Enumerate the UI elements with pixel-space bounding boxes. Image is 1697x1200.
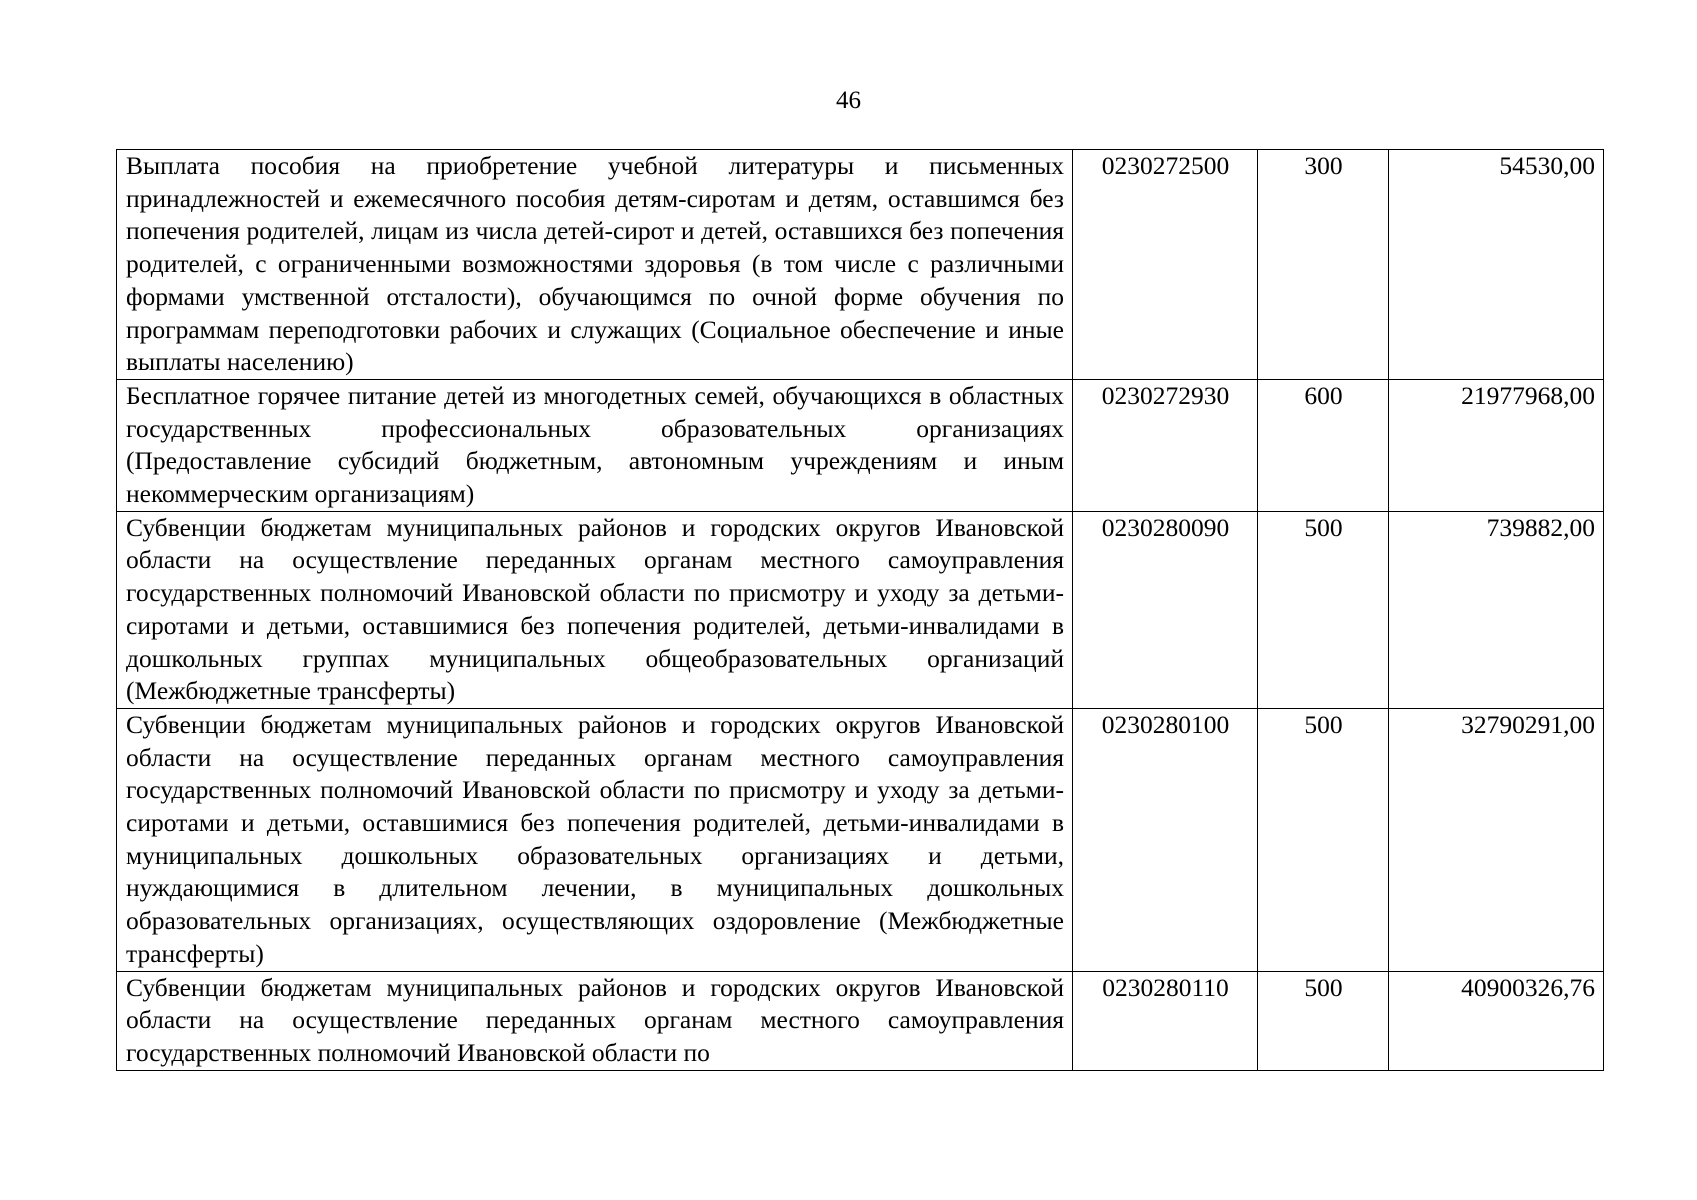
budget-table xyxy=(116,149,1604,1071)
table-row xyxy=(117,379,1604,511)
page-number: 46 xyxy=(836,87,861,114)
row-target-code: 0230272500 xyxy=(1073,150,1258,380)
row-target-code: 0230280090 xyxy=(1073,511,1258,708)
row-description: Субвенции бюджетам муниципальных районов и городских округов Ивановской области на осуществление переданных органам местного самоуправления государственных полномочий Ивановской области по xyxy=(117,971,1073,1070)
row-amount: 21977968,00 xyxy=(1389,379,1604,511)
row-expense-type: 300 xyxy=(1258,150,1389,380)
row-target-code: 0230272930 xyxy=(1073,379,1258,511)
row-amount: 739882,00 xyxy=(1389,511,1604,708)
row-amount: 40900326,76 xyxy=(1389,971,1604,1070)
row-expense-type: 600 xyxy=(1258,379,1389,511)
table-row xyxy=(117,971,1604,1070)
row-expense-type: 500 xyxy=(1258,511,1389,708)
row-target-code: 0230280100 xyxy=(1073,708,1258,971)
row-description: Субвенции бюджетам муниципальных районов и городских округов Ивановской области на осуществление переданных органам местного самоуправления государственных полномочий Ивановской области по присмотру и уходу за детьми-сиротами и детьми, оставшимися без попечения родителей, детьми-инвалидами в дошкольных группах муниципальных общеобразовательных организаций (Межбюджетные трансферты) xyxy=(117,511,1073,708)
table-row xyxy=(117,708,1604,971)
table-row xyxy=(117,150,1604,380)
row-amount: 32790291,00 xyxy=(1389,708,1604,971)
row-target-code: 0230280110 xyxy=(1073,971,1258,1070)
row-expense-type: 500 xyxy=(1258,708,1389,971)
row-description: Выплата пособия на приобретение учебной литературы и письменных принадлежностей и ежемесячного пособия детям-сиротам и детям, оставшимся без попечения родителей, лицам из числа детей-сирот и детей, оставшихся без попечения родителей, с ограниченными возможностями здоровья (в том числе с различными формами умственной отсталости), обучающимся по очной форме обучения по программам переподготовки рабочих и служащих (Социальное обеспечение и иные выплаты населению) xyxy=(117,150,1073,380)
row-description: Бесплатное горячее питание детей из многодетных семей, обучающихся в областных государственных профессиональных образовательных организациях (Предоставление субсидий бюджетным, автономным учреждениям и иным некоммерческим организациям) xyxy=(117,379,1073,511)
row-expense-type: 500 xyxy=(1258,971,1389,1070)
row-description: Субвенции бюджетам муниципальных районов и городских округов Ивановской области на осуществление переданных органам местного самоуправления государственных полномочий Ивановской области по присмотру и уходу за детьми-сиротами и детьми, оставшимися без попечения родителей, детьми-инвалидами в муниципальных дошкольных образовательных организациях и детьми, нуждающимися в длительном лечении, в муниципальных дошкольных образовательных организациях, осуществляющих оздоровление (Межбюджетные трансферты) xyxy=(117,708,1073,971)
row-amount: 54530,00 xyxy=(1389,150,1604,380)
table-row xyxy=(117,511,1604,708)
